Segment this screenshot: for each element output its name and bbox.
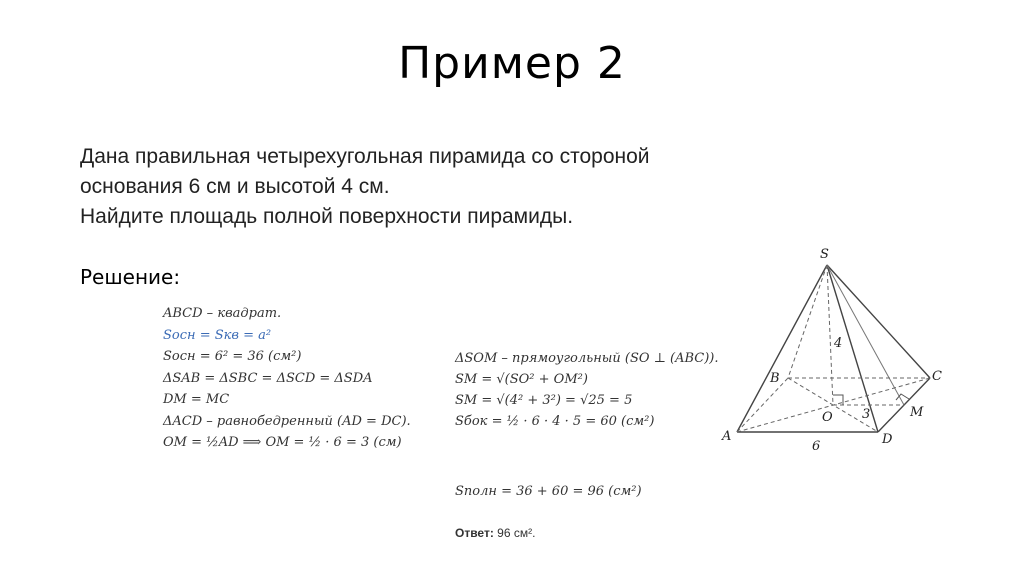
edge-sb — [788, 265, 827, 378]
step-line: ΔACD – равнобедренный (AD = DC). — [163, 413, 411, 429]
om-label: 3 — [862, 407, 871, 422]
vertex-label-d: D — [882, 432, 893, 447]
step-line: ΔSOM – прямоугольный (SO ⊥ (ABC)). — [455, 351, 719, 366]
problem-statement — [80, 142, 780, 232]
slide-title: Пример 2 — [398, 38, 626, 89]
edge-sc — [827, 265, 930, 378]
problem-line: Найдите площадь полной поверхности пирамиды. — [80, 205, 574, 228]
side-label: 6 — [812, 439, 821, 454]
solution-steps-right — [455, 348, 719, 432]
answer-label: Ответ: — [455, 526, 494, 540]
problem-line: Дана правильная четырехугольная пирамида со стороной — [80, 145, 650, 168]
vertex-label-s: S — [820, 247, 829, 262]
answer-line — [455, 526, 535, 540]
step-line: Sосн = 6² = 36 (см²) — [163, 349, 302, 364]
total-area-line: Sполн = 36 + 60 = 96 (см²) — [455, 484, 642, 499]
problem-line: основания 6 см и высотой 4 см. — [80, 175, 390, 198]
step-line: DM = MC — [163, 392, 230, 407]
right-angle-o — [833, 395, 843, 405]
step-line: ABCD – квадрат. — [163, 306, 282, 321]
vertex-label-m: M — [910, 405, 924, 420]
apothem-sm — [827, 265, 904, 405]
step-line: ΔSAB = ΔSBC = ΔSCD = ΔSDA — [163, 370, 373, 386]
vertex-label-c: C — [932, 369, 942, 384]
answer-value: 96 см². — [497, 526, 536, 540]
step-line: Sбок = ½ · 6 · 4 · 5 = 60 (см²) — [455, 414, 655, 429]
vertex-label-a: A — [722, 429, 732, 444]
pyramid-figure — [700, 240, 960, 460]
solution-steps-left — [163, 303, 411, 454]
step-line: SM = √(SO² + OM²) — [455, 372, 588, 387]
height-label: 4 — [834, 336, 843, 351]
vertex-label-o: O — [822, 410, 833, 425]
height-so — [827, 265, 833, 405]
vertex-label-b: B — [770, 371, 780, 386]
step-line: OM = ½AD ⟹ OM = ½ · 6 = 3 (см) — [163, 435, 402, 450]
step-line: Sосн = Sкв = a² — [163, 327, 272, 343]
solution-label: Решение: — [80, 265, 181, 289]
edge-sa — [737, 265, 827, 432]
step-line: SM = √(4² + 3²) = √25 = 5 — [455, 393, 633, 408]
